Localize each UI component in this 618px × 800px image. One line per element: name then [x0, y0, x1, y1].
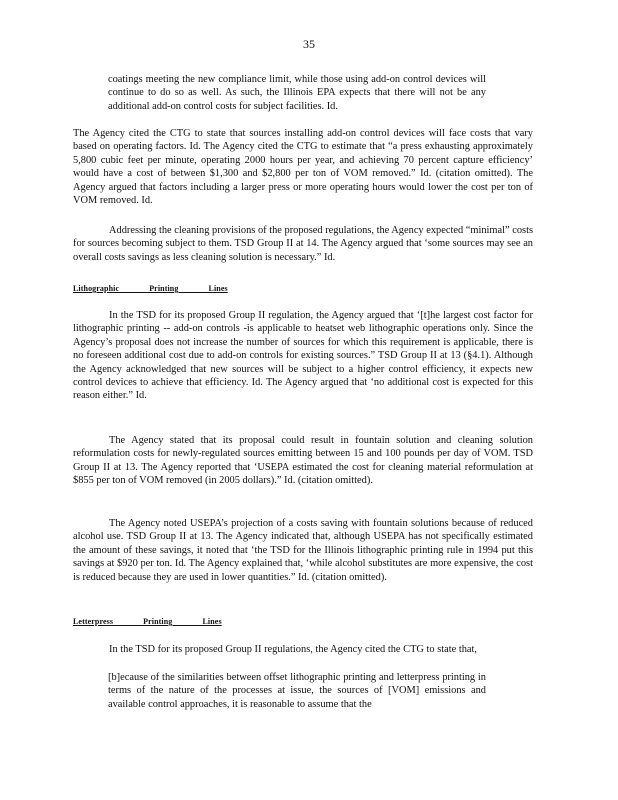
body-paragraph: The Agency cited the CTG to state that sources installing add-on control devices will face costs that vary based on operating factors. Id. The Agency cited the CTG to estimate that “a press exhausting approximately 5,800 cubic feet per minute, operating 2000 hours per year, and achieving 70 percent capture efficiency’ would have a cost of between $1,300 and $2,800 per ton of VOM removed.” Id. (citation omitted). The Agency argued that factors including a larger press or more operating hours would lower the cost per ton of VOM removed. Id.: [73, 128, 533, 207]
page-number: 35: [303, 37, 315, 51]
section-heading-letterpress: Letterpress Printing Lines: [73, 617, 222, 626]
section-heading-lithographic: Lithographic Printing Lines: [73, 284, 228, 293]
body-paragraph: In the TSD for its proposed Group II regulation, the Agency argued that ‘[t]he largest cost factor for lithographic printing -- add-on controls -is applicable to heatset web lithographic operations only. Since the Agency’s proposal does not increase the number of sources for which this requirement is applicable, there is no foreseen additional cost due to add-on controls for existing sources.” TSD Group II at 13 (§4.1). Although the Agency acknowledged that new sources will be subject to a higher control efficiency, it expects new control devices to achieve that efficiency. Id. The Agency argued that ‘no additional cost is expected for this reason either.” Id.: [73, 310, 533, 402]
body-paragraph: The Agency stated that its proposal could result in fountain solution and cleaning solution reformulation costs for newly-regulated sources emitting between 15 and 100 pounds per day of VOM. TSD Group II at 13. The Agency reported that ‘USEPA estimated the cost for cleaning material reformulation at $855 per ton of VOM removed (in 2005 dollars).” Id. (citation omitted).: [73, 435, 533, 487]
block-quote-paragraph: coatings meeting the new compliance limit, while those using add-on control devices will continue to do so as well. As such, the Illinois EPA expects that there will not be any additional add-on control costs for subject facilities. Id.: [108, 74, 486, 112]
block-quote-paragraph: [b]ecause of the similarities between offset lithographic printing and letterpress printing in terms of the nature of the processes at issue, the sources of [VOM] emissions and available control approaches, it is reasonable to assume that the: [108, 672, 486, 710]
body-paragraph: Addressing the cleaning provisions of the proposed regulations, the Agency expected “minimal” costs for sources becoming subject to them. TSD Group II at 14. The Agency argued that ‘some sources may see an overall costs savings as less cleaning solution is necessary.” Id.: [73, 225, 533, 263]
body-paragraph: The Agency noted USEPA’s projection of a costs saving with fountain solutions because of reduced alcohol use. TSD Group II at 13. The Agency indicated that, although USEPA has not specifically estimated the amount of these savings, it noted that ‘the TSD for the Illinois lithographic printing rule in 1994 put this savings at $920 per ton. Id. The Agency explained that, ‘while alcohol substitutes are more expensive, the cost is reduced because they are used in lower quantities.” Id. (citation omitted).: [73, 518, 533, 583]
body-paragraph: In the TSD for its proposed Group II regulations, the Agency cited the CTG to state that,: [109, 644, 478, 655]
